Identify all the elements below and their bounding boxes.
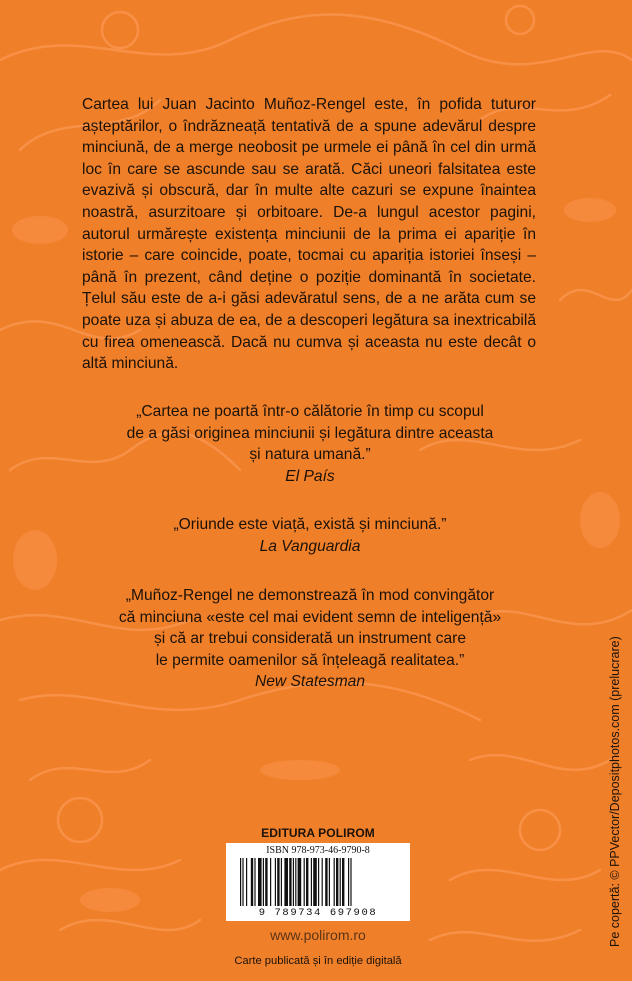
barcode-bar: [295, 858, 296, 906]
quote-new-statesman: [60, 585, 560, 693]
barcode-bar: [246, 858, 247, 906]
barcode-bar: [342, 858, 344, 906]
quote-line: de a găsi originea minciunii și legătura dintre aceasta: [126, 424, 494, 442]
publisher-website: www.polirom.ro: [270, 927, 366, 943]
isbn-number: ISBN 978-973-46-9790-8: [266, 845, 370, 856]
barcode-bar: [251, 858, 253, 906]
publisher-name: EDITURA POLIROM: [261, 826, 375, 840]
quote-source: New Statesman: [254, 673, 366, 691]
barcode-bar: [293, 858, 294, 906]
barcode-bar: [311, 858, 312, 906]
quote-line: „Muñoz-Rengel ne demonstrează în mod convingător: [125, 587, 495, 604]
barcode-bar: [334, 858, 335, 906]
digital-edition-note: Carte publicată și în ediție digitală: [234, 955, 402, 967]
barcode-bar: [329, 858, 330, 906]
barcode-bar: [325, 858, 327, 906]
quote-line: că minciuna «este cel mai evident semn de inteligență»: [118, 608, 502, 626]
barcode-bar: [322, 858, 323, 906]
barcode-bar: [336, 858, 338, 906]
barcode-bar: [258, 858, 262, 906]
quote-line: „Cartea ne poartă într-o călătorie în timp cu scopul: [136, 403, 484, 420]
quote-la-vanguardia: [60, 514, 560, 557]
barcode-bar: [348, 858, 349, 906]
quote-source: La Vanguardia: [259, 537, 361, 555]
barcode-bar: [304, 858, 305, 906]
barcode-bar: [270, 858, 271, 906]
cover-image-credit: Pe copertă: © PPVector/Depositphotos.com (prelucrare): [608, 636, 622, 947]
barcode-bar: [298, 858, 302, 906]
quote-source: El País: [285, 467, 335, 485]
barcode-bar: [277, 858, 279, 906]
barcode-bar: [306, 858, 308, 906]
barcode-bar: [313, 858, 317, 906]
quote-line: și că ar trebui considerată un instrument care: [153, 630, 467, 648]
barcode-bar: [284, 858, 288, 906]
barcode-bars: [238, 858, 398, 908]
quote-line: și natura umană.”: [249, 446, 371, 464]
barcode-digits: 9 789734 697908: [258, 907, 378, 919]
quote-line: „Oriunde este viață, există și minciună.”: [173, 516, 447, 533]
barcode-bar: [289, 858, 291, 906]
quote-line: le permite oamenilor să înțeleagă realitatea.”: [155, 651, 465, 669]
barcode-bar: [265, 858, 267, 906]
barcode-bar: [350, 858, 351, 906]
quote-el-pais: [60, 401, 560, 487]
barcode-bar: [240, 858, 241, 906]
barcode-bar: [318, 858, 319, 906]
barcode-bar: [242, 858, 243, 906]
barcode-bar: [254, 858, 255, 906]
barcode-bar: [263, 858, 264, 906]
isbn-barcode: [226, 843, 410, 921]
barcode-bar: [281, 858, 282, 906]
back-cover-blurb: Cartea lui Juan Jacinto Muñoz-Rengel este, în pofida tuturor așteptărilor, o îndrăzneață tentativă de a spune adevărul despre minciună, de a merge neobosit pe urmele ei până în cel din urmă loc în care se ascunde sau se arată. Căci uneori falsitatea este evazivă și obscură, dar în multe alte cazuri se expune înaintea noastră, asurzitoare și orbitoare. De-a lungul acestor pagini, autorul urmărește existența minciunii de la prima ei apariție în istorie – care coincide, poate, tocmai cu apariția istoriei înseși – până în prezent, când deține o poziție dominantă în societate. Țelul său este de a-i găsi adevăratul sens, de a ne arăta cum se poate uza și abuza de ea, de a descoperi legătura sa inextricabilă cu firea omenească. Dacă nu cumva și aceasta nu este decât o altă minciună.: [82, 96, 536, 373]
barcode-bar: [275, 858, 276, 906]
barcode-bar: [340, 858, 341, 906]
